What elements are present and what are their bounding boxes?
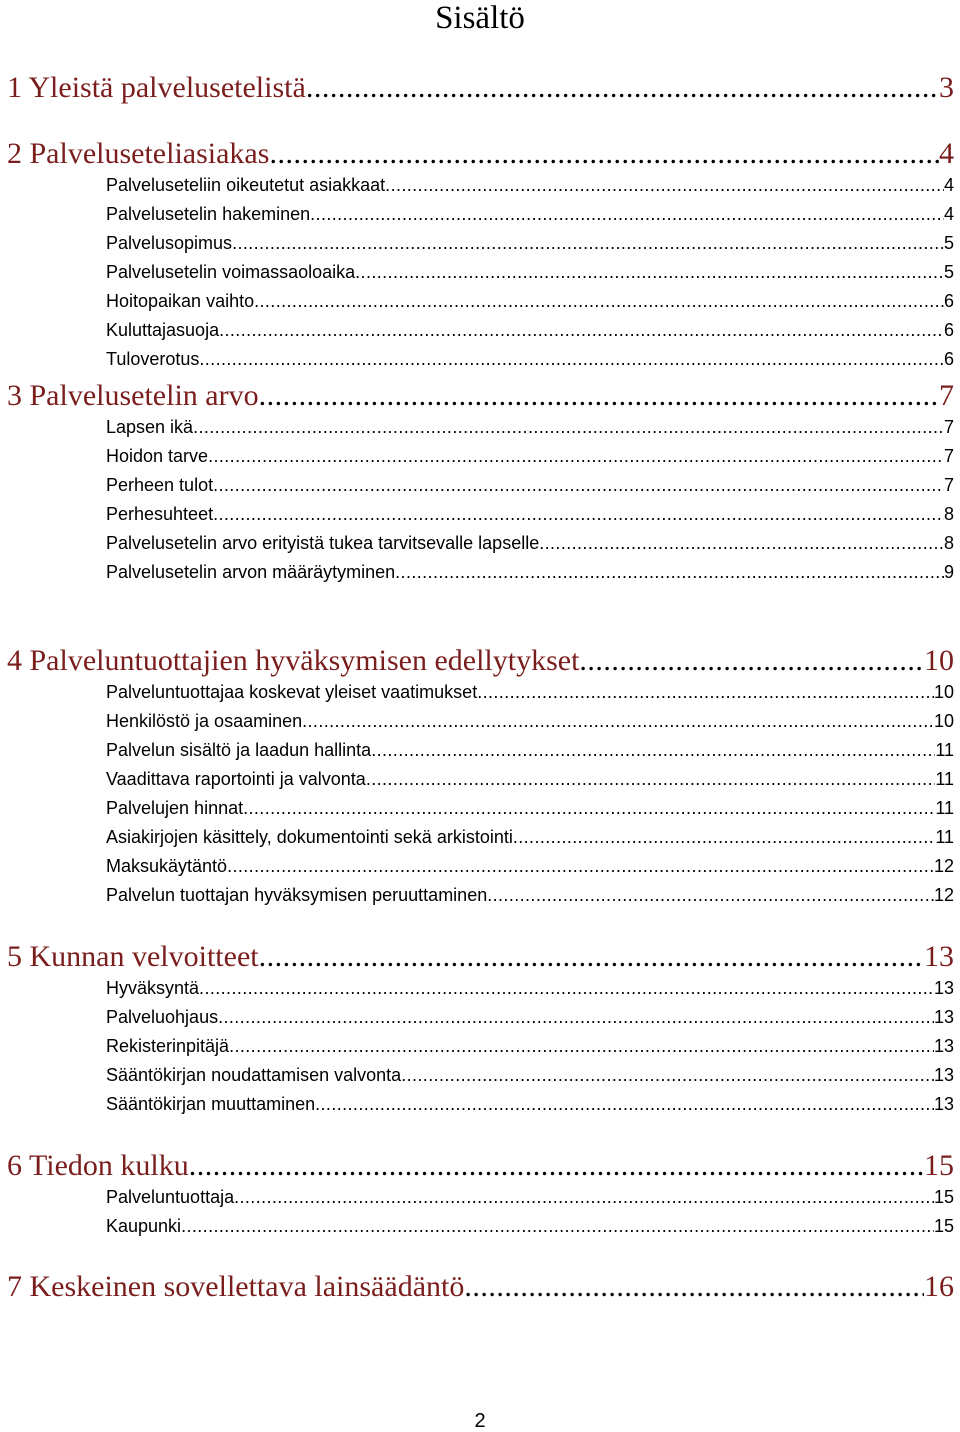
section-title: Palvelusetelin hakeminen [106,204,311,224]
dot-leader [310,202,944,226]
section-title: Sääntökirjan noudattamisen valvonta [106,1065,402,1085]
dot-leader [219,318,944,342]
section-title: Palvelusetelin voimassaoloaika [106,262,356,282]
dot-leader [306,70,939,106]
section-page-number: 11 [935,827,954,847]
section-page-number: 9 [943,562,954,582]
dot-leader [208,444,944,468]
section-page-number: 4 [943,175,954,195]
toc-section-entry[interactable] [106,318,954,342]
dot-leader [213,502,944,526]
dot-leader [371,738,935,762]
section-page-number: 10 [933,711,954,731]
section-page-number: 13 [933,1036,954,1056]
section-page-number: 10 [933,682,954,702]
toc-section-entry[interactable] [106,796,954,820]
section-page-number: 13 [933,1007,954,1027]
toc-section-entry[interactable] [106,680,954,704]
toc-section-entry[interactable] [106,883,954,907]
toc-section-entry[interactable] [106,231,954,255]
section-page-number: 8 [943,533,954,553]
dot-leader [181,1214,934,1238]
section-page-number: 12 [933,885,954,905]
section-title: Palvelusetelin arvo erityistä tukea tarvitsevalle lapselle [106,533,540,553]
toc-section-entry[interactable] [106,1063,954,1087]
page-title: Sisältö [435,0,525,36]
section-title: Hyväksyntä [106,978,200,998]
dot-leader [366,767,935,791]
toc-section-entry[interactable] [106,709,954,733]
toc-section-entry[interactable] [106,260,954,284]
section-page-number: 11 [935,798,954,818]
dot-leader [355,260,944,284]
section-title: Sääntökirjan muuttaminen [106,1094,316,1114]
section-page-number: 6 [943,320,954,340]
toc-section-entry[interactable] [106,1214,954,1238]
page-number: 2 [474,1410,486,1432]
section-title: Maksukäytäntö [106,856,228,876]
section-page-number: 15 [933,1187,954,1207]
toc-section-entry[interactable] [106,738,954,762]
dot-leader [302,709,934,733]
toc-section-entry[interactable] [106,531,954,555]
dot-leader [395,560,944,584]
section-title: Palvelun sisältö ja laadun hallinta [106,740,372,760]
section-title: Lapsen ikä [106,417,194,437]
toc-section-entry[interactable] [106,1005,954,1029]
chapter-title: 7 Keskeinen sovellettava lainsäädäntö [7,1270,465,1303]
section-title: Palvelusopimus [106,233,233,253]
dot-leader [315,1092,934,1116]
dot-leader [189,1148,924,1184]
toc-section-entry[interactable] [106,560,954,584]
section-title: Hoidon tarve [106,446,209,466]
dot-leader [213,473,944,497]
toc-section-entry[interactable] [106,173,954,197]
section-page-number: 11 [935,769,954,789]
chapter-title: 2 Palveluseteliasiakas [7,137,270,170]
dot-leader [218,1005,934,1029]
dot-leader [193,415,944,439]
section-page-number: 12 [933,856,954,876]
toc-section-entry[interactable] [106,854,954,878]
dot-leader [513,825,935,849]
section-page-number: 11 [935,740,954,760]
dot-leader [385,173,944,197]
section-page-number: 8 [943,504,954,524]
toc-section-entry[interactable] [106,976,954,1000]
dot-leader [234,1185,934,1209]
toc-chapter-entry[interactable] [7,70,954,106]
section-title: Palvelujen hinnat [106,798,244,818]
section-title: Palveluohjaus [106,1007,219,1027]
toc-section-entry[interactable] [106,825,954,849]
dot-leader [539,531,944,555]
dot-leader [401,1063,934,1087]
section-page-number: 6 [943,291,954,311]
section-page-number: 13 [933,978,954,998]
toc-section-entry[interactable] [106,415,954,439]
toc-section-entry[interactable] [106,1034,954,1058]
chapter-page-number: 4 [939,137,954,170]
section-title: Vaadittava raportointi ja valvonta [106,769,366,789]
section-page-number: 7 [943,417,954,437]
chapter-title: 4 Palveluntuottajien hyväksymisen edellytykset [7,644,580,677]
section-title: Asiakirjojen käsittely, dokumentointi sekä arkistointi [106,827,513,847]
section-page-number: 5 [943,262,954,282]
chapter-page-number: 13 [924,940,954,973]
chapter-title: 3 Palvelusetelin arvo [7,379,259,412]
dot-leader [477,680,934,704]
section-page-number: 7 [943,446,954,466]
section-page-number: 5 [943,233,954,253]
chapter-title: 6 Tiedon kulku [7,1149,189,1182]
toc-section-entry[interactable] [106,1092,954,1116]
dot-leader [232,231,944,255]
dot-leader [199,976,934,1000]
section-title: Palveluseteliin oikeutetut asiakkaat [106,175,386,195]
dot-leader [487,883,934,907]
dot-leader [243,796,935,820]
dot-leader [464,1269,924,1305]
section-title: Palveluntuottaja [106,1187,235,1207]
toc-section-entry[interactable] [106,473,954,497]
toc-chapter-entry[interactable] [7,1148,954,1184]
chapter-page-number: 16 [924,1270,954,1303]
toc-section-entry[interactable] [106,202,954,226]
toc-chapter-entry[interactable] [7,1269,954,1305]
chapter-page-number: 15 [924,1149,954,1182]
section-title: Henkilöstö ja osaaminen [106,711,303,731]
section-title: Perhesuhteet [106,504,214,524]
chapter-page-number: 3 [939,71,954,104]
section-page-number: 7 [943,475,954,495]
toc-chapter-entry[interactable] [7,136,954,172]
chapter-title: 5 Kunnan velvoitteet [7,940,259,973]
section-page-number: 4 [943,204,954,224]
section-page-number: 15 [933,1216,954,1236]
chapter-page-number: 7 [939,379,954,412]
dot-leader [269,136,939,172]
section-title: Kaupunki [106,1216,182,1236]
chapter-page-number: 10 [924,644,954,677]
toc-section-entry[interactable] [106,502,954,526]
dot-leader [259,939,924,975]
toc-section-entry[interactable] [106,1185,954,1209]
section-title: Palveluntuottajaa koskevat yleiset vaatimukset [106,682,478,702]
dot-leader [579,643,924,679]
dot-leader [259,378,939,414]
section-page-number: 6 [943,349,954,369]
toc-chapter-entry[interactable] [7,643,954,679]
section-page-number: 13 [933,1094,954,1114]
dot-leader [229,1034,934,1058]
section-title: Tuloverotus [106,349,200,369]
section-title: Palvelun tuottajan hyväksymisen peruuttaminen [106,885,488,905]
toc-section-entry[interactable] [106,767,954,791]
toc-section-entry[interactable] [106,444,954,468]
section-title: Hoitopaikan vaihto [106,291,255,311]
section-page-number: 13 [933,1065,954,1085]
dot-leader [254,289,944,313]
toc-section-entry[interactable] [106,289,954,313]
section-title: Perheen tulot [106,475,214,495]
toc-chapter-entry[interactable] [7,939,954,975]
section-title: Kuluttajasuoja [106,320,220,340]
toc-section-entry[interactable] [106,347,954,371]
chapter-title: 1 Yleistä palvelusetelistä [7,71,306,104]
section-title: Palvelusetelin arvon määräytyminen [106,562,396,582]
section-title: Rekisterinpitäjä [106,1036,230,1056]
dot-leader [199,347,944,371]
dot-leader [227,854,934,878]
toc-chapter-entry[interactable] [7,378,954,414]
